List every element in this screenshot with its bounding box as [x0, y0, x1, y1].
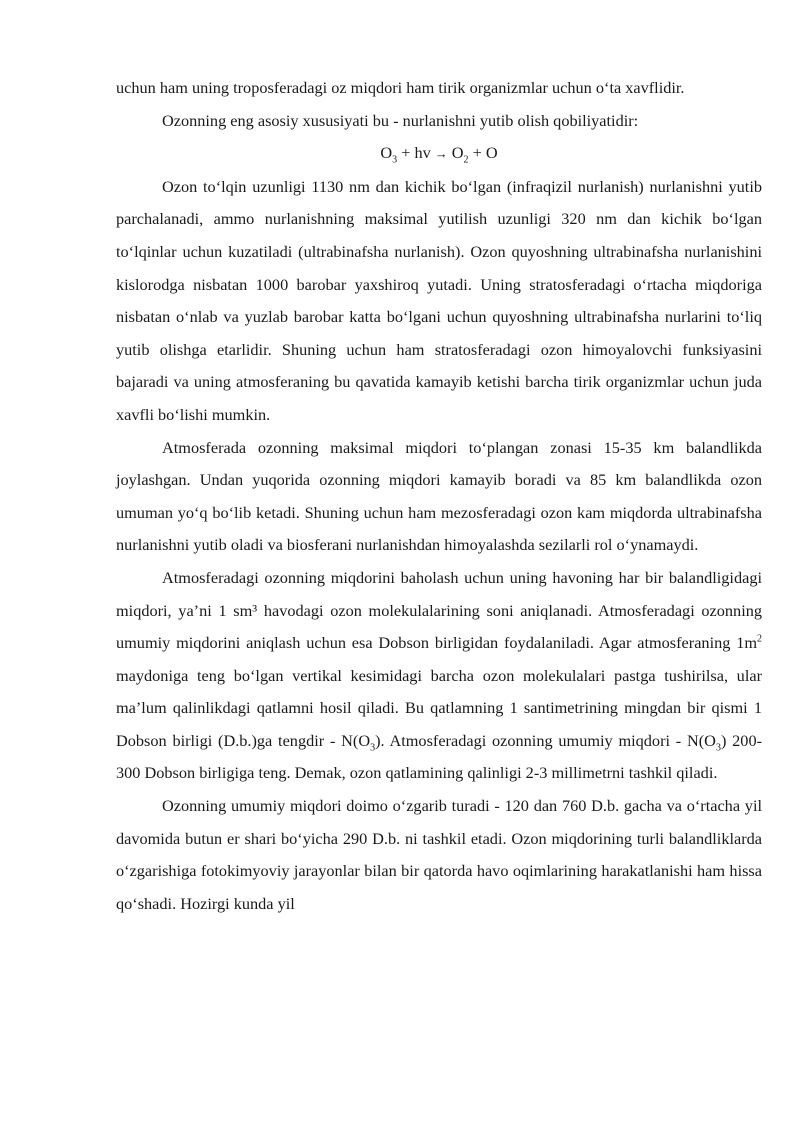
formula-o2-sub: 2 — [463, 154, 469, 166]
paragraph-2: Ozonning eng asosiy xususiyati bu - nurlanishni yutib olish qobiliyatidir: — [162, 110, 639, 130]
paragraph-5-part-b: maydoniga teng bo‘lgan vertikal kesimidagi barcha ozon molekulalari pastga tushirilsa, ular ma’lum qalinlikdagi qatlamni hosil qiladi. Bu qatlamning 1 santimetrining mingdan bir qismi 1 Dobson birligi (D.b.)ga tengdir - N(O — [116, 665, 762, 750]
paragraph-5-part-a: Atmosferadagi ozonning miqdorini baholash uchun uning havoning har bir balandligidagi miqdori, ya’ni 1 sm³ havodagi ozon molekulalarining soni aniqlanadi. Atmosferadagi ozonning umumiy miqdorini aniqlash uchun esa Dobson birligidan foydalaniladi. Agar atmosferaning 1m — [116, 567, 762, 653]
paragraph-5-sub-2: 3 — [715, 742, 721, 754]
formula-plus-o: + O — [468, 143, 498, 163]
body-text — [116, 72, 762, 920]
formula-o3-sub: 3 — [392, 154, 398, 166]
paragraph-5-sub-1: 3 — [370, 742, 376, 754]
paragraph-5 — [116, 562, 762, 790]
paragraph-4: Atmosferada ozonning maksimal miqdori to‘plangan zonasi 15-35 km balandlikda joylashgan. Undan yuqorida ozonning miqdori kamayib boradi va 85 km balandlikda ozon umuman yo‘q bo‘lib ketadi. Shuning uchun ham mezosferadagi ozon kam miqdorda ultrabinafsha nurlanishni yutib oladi va biosferani nurlanishdan himoyalashda sezilarli rol o‘ynamaydi. — [116, 437, 762, 555]
paragraph-5-part-d: ) 200-300 Dobson birligiga teng. Demak, ozon qatlamining qalinligi 2-3 millimetrni tashkil qiladi. — [116, 730, 763, 783]
paragraph-3: Ozon to‘lqin uzunligi 1130 nm dan kichik bo‘lgan (infraqizil nurlanish) nurlanishni yutib parchalanadi, ammo nurlanishning maksimal yutilish uzunligi 320 nm dan kichik bo‘lgan to‘lqinlar uchun kuzatiladi (ultrabinafsha nurlanish). Ozon quyoshning ultrabinafsha nurlanishini kislorodga nisbatan 1000 barobar yaxshiroq yutadi. Uning stratosferadagi o‘rtacha miqdoriga nisbatan o‘nlab va yuzlab barobar katta bo‘lgani uchun quyoshning ultrabinafsha nurlarini to‘liq yutib olishga etarlidir. Shuning uchun ham stratosferadagi ozon himoyalovchi funksiyasini bajaradi va uning atmosferaning bu qavatida kamayib ketishi barcha tirik organizmlar uchun juda xavfli bo‘lishi mumkin. — [116, 176, 762, 424]
paragraph-5-sup: 2 — [757, 633, 762, 645]
ozone-formula — [116, 137, 762, 171]
paragraph-6: Ozonning umumiy miqdori doimo o‘zgarib turadi - 120 dan 760 D.b. gacha va o‘rtacha yil davomida butun er shari bo‘yicha 290 D.b. ni tashkil etadi. Ozon miqdorining turli balandliklarda o‘zgarishiga fotokimyoviy jarayonlar bilan bir qatorda havo oqimlarining harakatlanishi ham hissa qo‘shadi. Hozirgi kunda yil — [116, 796, 762, 913]
formula-plus-hv: + hv — [397, 143, 431, 163]
formula-arrow: → — [434, 146, 448, 162]
formula-o2: O — [451, 143, 464, 163]
paragraph-5-part-c: ). Atmosferadagi ozonning umumiy miqdori - N(O — [375, 730, 716, 750]
formula-o3: O — [380, 143, 393, 163]
paragraph-1: uchun ham uning troposferadagi oz miqdori ham tirik organizmlar uchun o‘ta xavflidir. — [116, 78, 685, 97]
